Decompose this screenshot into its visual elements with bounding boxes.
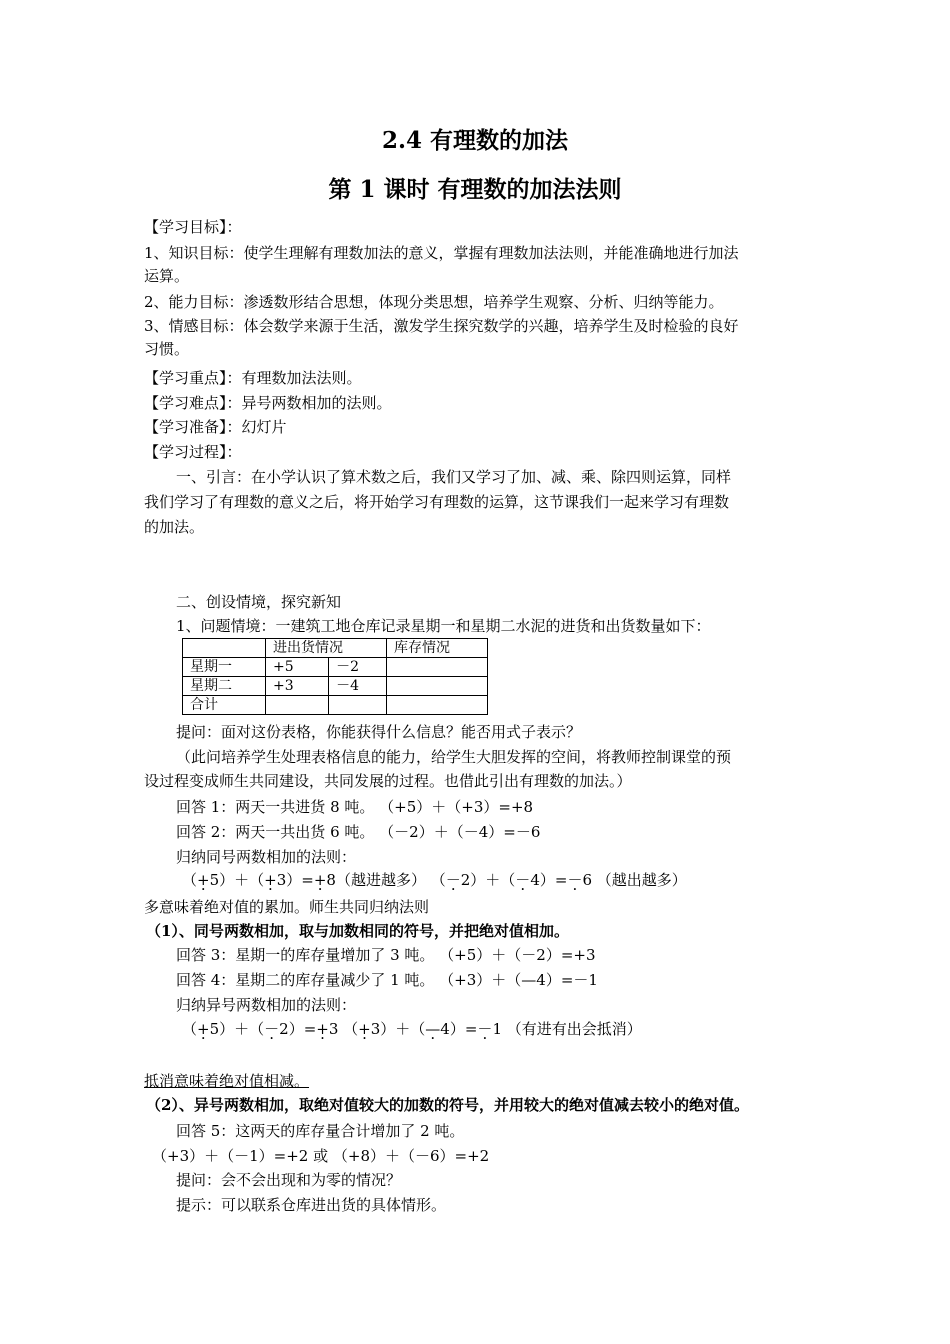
table-header-cell: 进出货情况	[266, 639, 387, 658]
emphasis-sign: + ·	[314, 871, 327, 889]
emphasis-sign: + ·	[264, 871, 277, 889]
table-cell: 星期一	[183, 658, 266, 677]
table-cell: －4	[329, 677, 387, 696]
emphasis-sign: + ·	[197, 871, 210, 889]
rule-same-sign-heading: 归纳同号两数相加的法则：	[176, 848, 357, 866]
hint: 提示：可以联系仓库进出货的具体情形。	[176, 1196, 447, 1214]
section-title: 2.4 有理数的加法	[381, 127, 569, 154]
emphasis-sign: + ·	[197, 1020, 210, 1038]
table-cell: 合计	[183, 696, 266, 715]
table-cell: 星期二	[183, 677, 266, 696]
emphasis-sign: + ·	[316, 1020, 329, 1038]
table-cell	[387, 677, 488, 696]
equation-text: 1 （有进有出会抵消）	[492, 1020, 642, 1038]
answer-4: 回答 4：星期二的库存量减少了 1 吨。 （+3）＋（—4）=－1	[176, 971, 598, 989]
table-header-cell: 库存情况	[387, 639, 488, 658]
table-cell	[329, 696, 387, 715]
answer-5-equation: （+3）＋（－1）=+2 或 （+8）＋（－6）=+2	[152, 1147, 490, 1165]
difficulty: 【学习难点】：异号两数相加的法则。	[144, 394, 392, 412]
emphasis-sign: + ·	[358, 1020, 371, 1038]
objective-knowledge-cont: 运算。	[144, 267, 190, 285]
equation-diff-sign	[182, 1018, 642, 1040]
intro-line-1: 一、引言：在小学认识了算术数之后，我们又学习了加、减、乘、除四则运算，同样	[176, 468, 732, 486]
answer-2: 回答 2：两天一共出货 6 吨。 （－2）＋（－4）=－6	[176, 823, 541, 841]
emphasis-sign: － ·	[515, 871, 530, 889]
question-2: 提问：会不会出现和为零的情况？	[176, 1171, 402, 1189]
answer-5: 回答 5：这两天的库存量合计增加了 2 吨。	[176, 1122, 465, 1140]
table-cell: +5	[266, 658, 329, 677]
inventory-table	[182, 638, 488, 715]
emphasis-sign: － ·	[567, 871, 582, 889]
table-header-row	[183, 639, 488, 658]
emphasis-sign: － ·	[446, 871, 461, 889]
equation-text: 4）=	[440, 1020, 478, 1038]
intro-line-3: 的加法。	[144, 518, 205, 536]
table-row	[183, 696, 488, 715]
teaching-note-1: （此问培养学生处理表格信息的能力，给学生大胆发挥的空间，将教师控制课堂的预	[176, 748, 732, 766]
key-point: 【学习重点】：有理数加法法则。	[144, 369, 362, 387]
equation-text: （	[182, 1020, 198, 1038]
equation-text: 5）＋（	[209, 871, 265, 889]
answer-1: 回答 1：两天一共进货 8 吨。 （+5）＋（+3）=+8	[176, 798, 534, 816]
emphasis-sign: － ·	[264, 1020, 279, 1038]
equation-text: 5）＋（	[209, 1020, 265, 1038]
cancellation-note: 抵消意味着绝对值相减。	[144, 1072, 310, 1090]
table-row	[183, 658, 488, 677]
table-cell	[387, 658, 488, 677]
objective-emotion-cont: 习惯。	[144, 340, 190, 358]
section2-heading: 二、创设情境，探究新知	[176, 593, 342, 611]
table-cell: －2	[329, 658, 387, 677]
intro-line-2: 我们学习了有理数的意义之后，将开始学习有理数的运算，这节课我们一起来学习有理数	[144, 493, 730, 511]
equation-text: 2）=	[279, 1020, 317, 1038]
table-cell: +3	[266, 677, 329, 696]
objective-knowledge: 1、知识目标：使学生理解有理数加法的意义，掌握有理数加法法则，并能准确地进行加法	[144, 244, 739, 262]
equation-text: 3 （	[328, 1020, 359, 1038]
table-row	[183, 677, 488, 696]
problem-statement: 1、问题情境：一建筑工地仓库记录星期一和星期二水泥的进货和出货数量如下：	[176, 617, 711, 635]
table-cell	[387, 696, 488, 715]
objectives-heading: 【学习目标】：	[144, 218, 242, 236]
answer-3: 回答 3：星期一的库存量增加了 3 吨。 （+5）＋（－2）=+3	[176, 946, 596, 964]
equation-text: 6 （越出越多）	[582, 871, 687, 889]
equation-same-sign	[182, 869, 687, 891]
equation-text: 3）＋（	[370, 1020, 426, 1038]
objective-emotion: 3、情感目标：体会数学来源于生活，激发学生探究数学的兴趣，培养学生及时检验的良好	[144, 317, 739, 335]
equation-text: 2）＋（	[460, 871, 516, 889]
emphasis-sign: － ·	[477, 1020, 492, 1038]
table-cell	[266, 696, 329, 715]
equation-text: 3）=	[276, 871, 314, 889]
preparation: 【学习准备】：幻灯片	[144, 418, 287, 436]
objective-ability: 2、能力目标：渗透数形结合思想，体现分类思想，培养学生观察、分析、归纳等能力。	[144, 293, 724, 311]
equation-text: （	[182, 871, 198, 889]
lesson-title: 第 1 课时 有理数的加法法则	[328, 176, 622, 203]
equation-text: 4）=	[530, 871, 568, 889]
rule-diff-sign-heading: 归纳异号两数相加的法则：	[176, 996, 357, 1014]
rule-2: （2）、异号两数相加，取绝对值较大的加数的符号，并用较大的绝对值减去较小的绝对值。	[146, 1096, 749, 1114]
table-header-cell	[183, 639, 266, 658]
equation-text: 8（越进越多） （	[326, 871, 446, 889]
teaching-note-2: 设过程变成师生共同建设，共同发展的过程。也借此引出有理数的加法。）	[144, 772, 632, 790]
process-heading: 【学习过程】：	[144, 443, 242, 461]
question-1: 提问：面对这份表格，你能获得什么信息？能否用式子表示？	[176, 723, 582, 741]
emphasis-sign: — ·	[425, 1020, 440, 1038]
absolute-sum-note: 多意味着绝对值的累加。师生共同归纳法则	[144, 898, 430, 916]
rule-1: （1）、同号两数相加，取与加数相同的符号，并把绝对值相加。	[146, 922, 569, 940]
